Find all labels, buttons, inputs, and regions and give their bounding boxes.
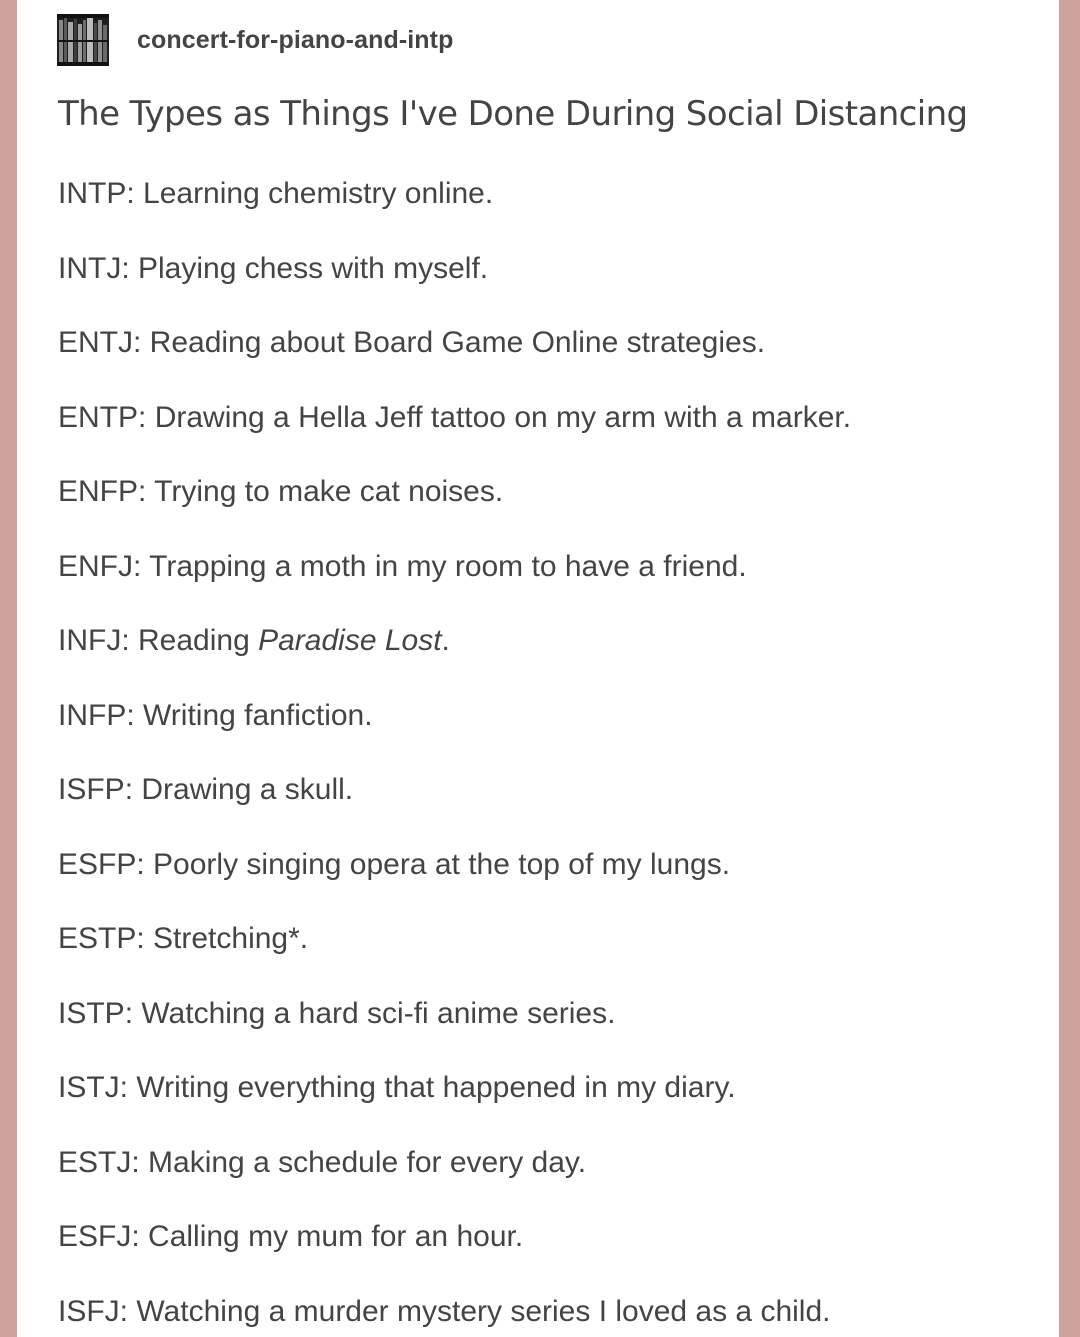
bookshelf-avatar-icon[interactable] [57,14,109,66]
type-activity: Writing fanfiction. [143,698,373,732]
type-entry-estj: ESTJ: Making a schedule for every day. [58,1145,587,1179]
type-label: ESTJ [58,1145,132,1179]
type-entry-enfp: ENFP: Trying to make cat noises. [58,475,504,508]
type-list [58,172,851,1337]
type-entry-estp: ESTP: Stretching*. [58,922,309,955]
type-label: ESFP [58,847,137,881]
type-activity: Poorly singing opera at the top of my lungs. [153,847,731,881]
post-header [57,14,453,66]
type-entry-infp: INFP: Writing fanfiction. [58,698,373,732]
type-label: ENTP [58,400,139,434]
type-activity: Calling my mum for an hour. [148,1220,524,1253]
type-activity: Watching a hard sci-fi anime series. [141,996,616,1030]
type-activity: Reading [138,624,259,657]
type-activity-end: . [441,624,450,657]
type-entry-istp: ISTP: Watching a hard sci-fi anime series. [58,996,616,1030]
type-activity: Stretching*. [153,922,309,955]
type-entry-isfj: ISFJ: Watching a murder mystery series I loved as a child. [58,1294,831,1328]
type-label: INFP [58,698,127,732]
type-label: INFJ [58,624,122,657]
type-label: ENFP [58,475,139,508]
type-entry-istj: ISTJ: Writing everything that happened in my diary. [58,1071,736,1104]
type-activity: Trying to make cat noises. [154,475,504,508]
type-label: ESFJ [58,1220,132,1253]
type-entry-esfj: ESFJ: Calling my mum for an hour. [58,1220,524,1253]
type-activity: Making a schedule for every day. [148,1145,587,1179]
type-activity: Drawing a skull. [141,773,354,806]
type-label: ESTP [58,922,137,955]
book-title: Paradise Lost [258,624,442,657]
type-label: INTJ [58,251,122,285]
type-activity: Reading about Board Game Online strategies. [149,326,766,359]
type-label: ISFJ [58,1294,120,1328]
type-entry-infj: INFJ: Reading Paradise Lost. [58,624,450,657]
type-entry-intp: INTP: Learning chemistry online. [58,177,494,210]
type-label: ISTJ [58,1071,120,1104]
type-entry-intj: INTJ: Playing chess with myself. [58,251,489,285]
type-activity: Trapping a moth in my room to have a friend. [149,549,747,583]
type-label: ISTP [58,996,125,1030]
type-activity: Watching a murder mystery series I loved as a child. [136,1294,831,1328]
type-activity: Writing everything that happened in my diary. [136,1071,736,1104]
type-entry-esfp: ESFP: Poorly singing opera at the top of my lungs. [58,847,731,881]
post-title: The Types as Things I've Done During Social Distancing [58,94,968,134]
post-username[interactable]: concert-for-piano-and-intp [137,25,454,54]
type-entry-isfp: ISFP: Drawing a skull. [58,773,354,806]
post-card [17,0,1059,1337]
type-label: INTP [58,177,127,210]
type-entry-entj: ENTJ: Reading about Board Game Online strategies. [58,326,766,359]
type-label: ISFP [58,773,125,806]
type-label: ENTJ [58,326,133,359]
type-entry-enfj: ENFJ: Trapping a moth in my room to have a friend. [58,549,747,583]
type-entry-entp: ENTP: Drawing a Hella Jeff tattoo on my arm with a marker. [58,400,852,434]
type-activity: Learning chemistry online. [143,177,494,210]
type-activity: Playing chess with myself. [138,251,489,285]
type-activity: Drawing a Hella Jeff tattoo on my arm with a marker. [154,400,852,434]
type-label: ENFJ [58,549,133,583]
